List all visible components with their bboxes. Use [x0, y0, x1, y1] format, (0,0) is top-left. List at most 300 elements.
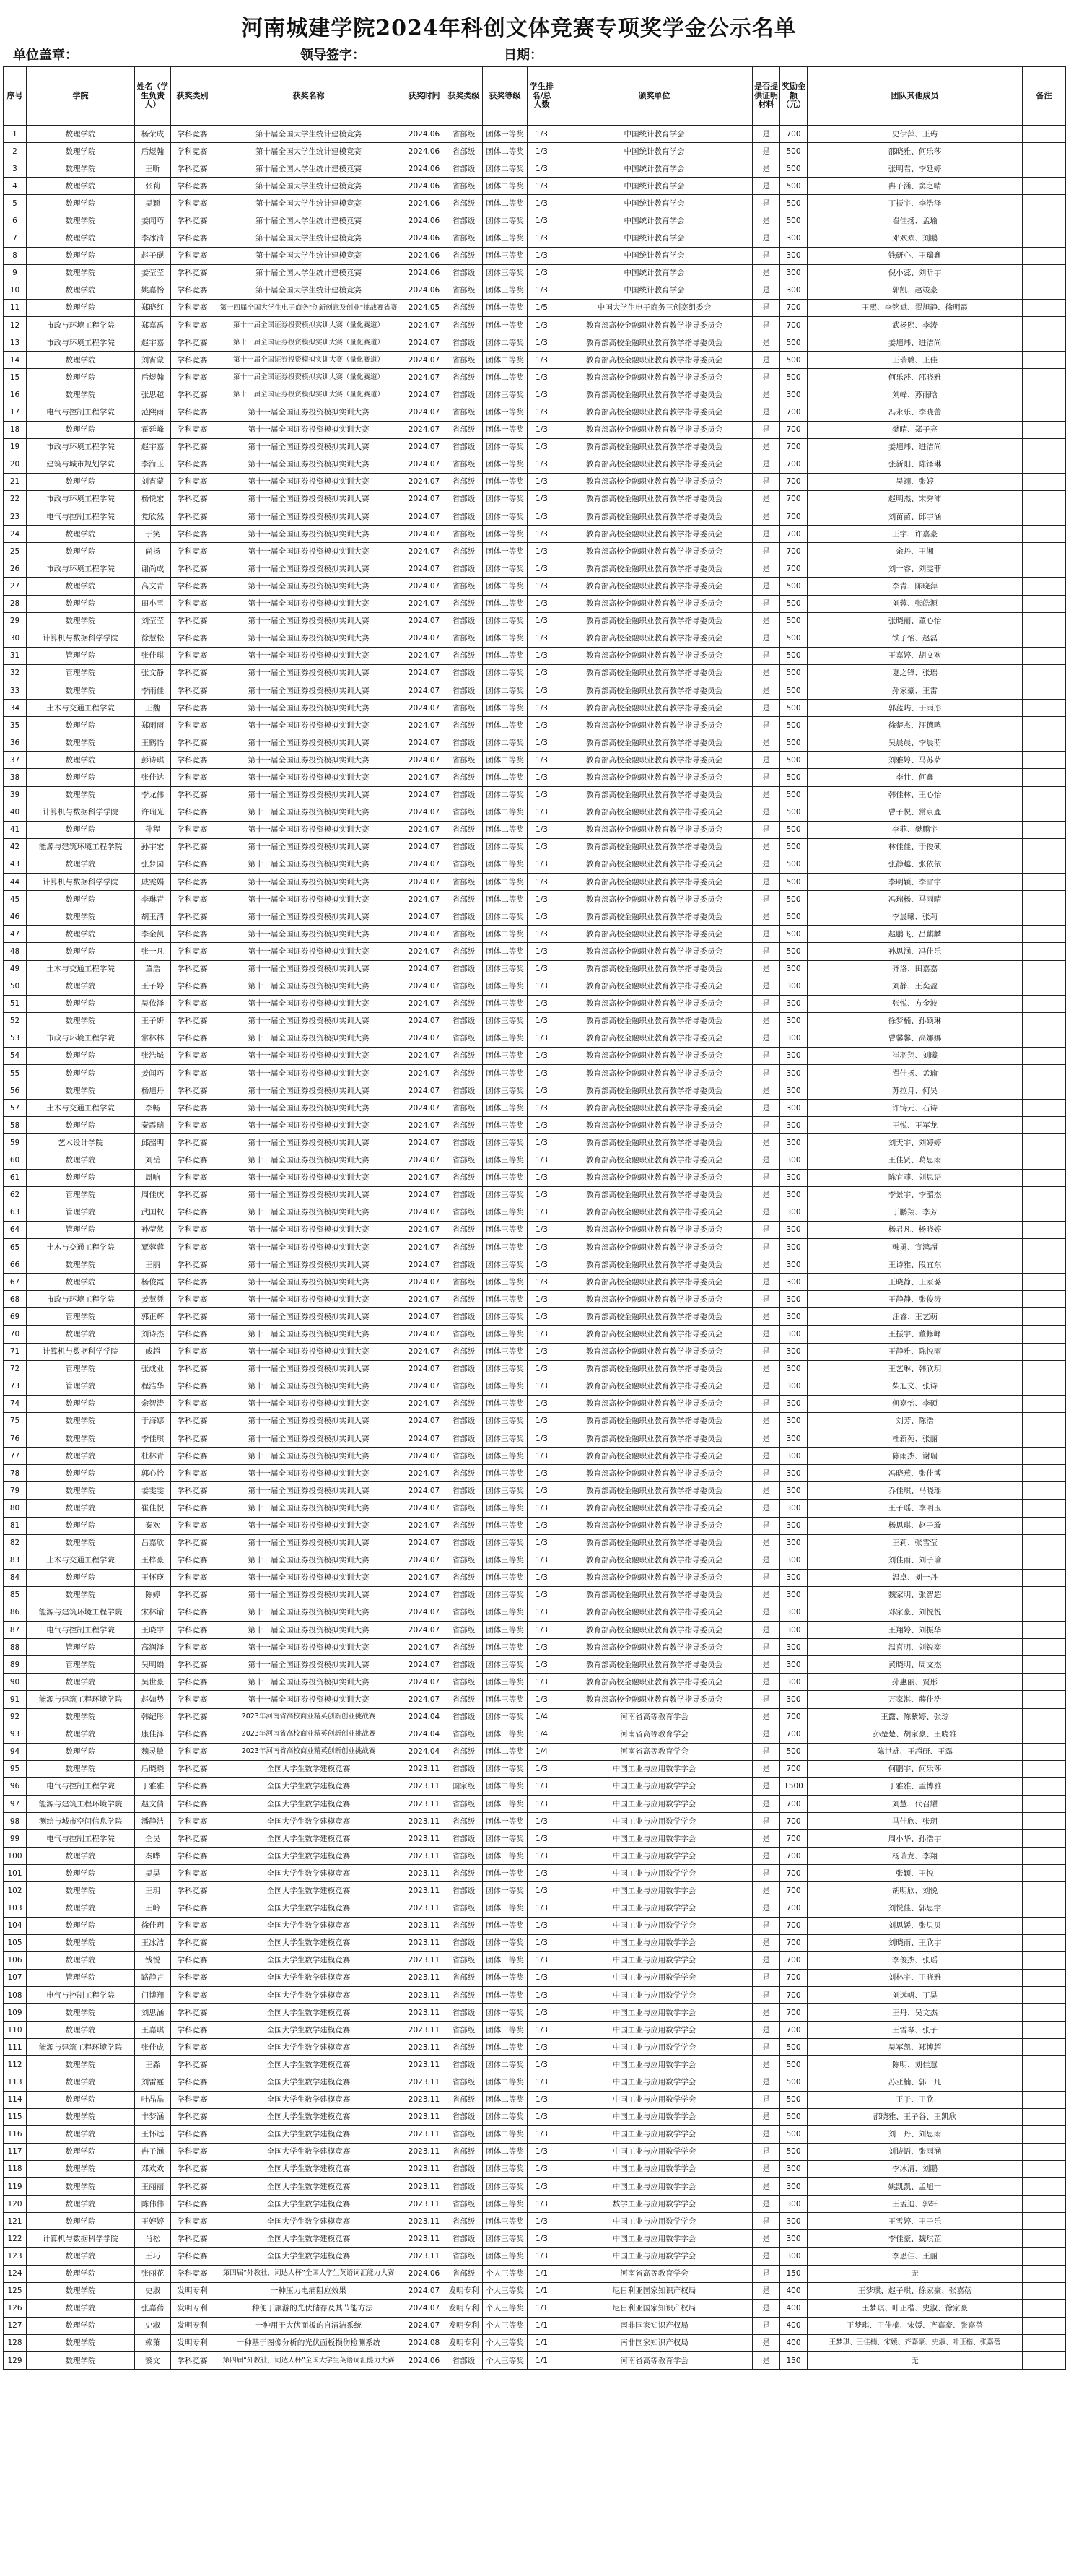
- cell-rank: 1/3: [528, 1030, 556, 1047]
- cell-remarks: [1023, 2213, 1066, 2230]
- cell-issuer: 教育部高校金融职业教育教学指导委员会: [556, 1291, 753, 1308]
- table-row: [4, 595, 1066, 612]
- cell-rank: 1/3: [528, 1343, 556, 1360]
- cell-award-level: 省部级: [445, 560, 483, 578]
- cell-issuer: 教育部高校金融职业教育教学指导委员会: [556, 1465, 753, 1482]
- cell-award-date: 2024.07: [403, 891, 445, 908]
- cell-award-name: 全国大学生数学建模竞赛: [214, 1760, 403, 1777]
- cell-issuer: 中国工业与应用数学学会: [556, 2248, 753, 2265]
- cell-remarks: [1023, 1378, 1066, 1395]
- cell-proof-provided: 是: [753, 1534, 780, 1552]
- cell-award-category: 发明专利: [171, 2317, 214, 2334]
- cell-award-name: 全国大学生数学建模竞赛: [214, 1917, 403, 1934]
- cell-award-grade: 团体三等奖: [483, 1274, 528, 1291]
- cell-proof-provided: 是: [753, 1951, 780, 1969]
- cell-award-name: 第十届全国大学生统计建模竞赛: [214, 282, 403, 299]
- cell-index: 14: [4, 352, 27, 369]
- cell-index: 35: [4, 717, 27, 734]
- cell-proof-provided: 是: [753, 2230, 780, 2248]
- cell-team-members: 王诗雅、段宜东: [808, 1256, 1023, 1274]
- cell-award-name: 一种用于大伏面板的自清洁系统: [214, 2317, 403, 2334]
- cell-index: 87: [4, 1622, 27, 1639]
- cell-award-level: 省部级: [445, 2004, 483, 2022]
- table-row: [4, 2282, 1066, 2299]
- cell-index: 123: [4, 2248, 27, 2265]
- cell-award-date: 2024.07: [403, 421, 445, 438]
- cell-award-grade: 团体三等奖: [483, 1117, 528, 1134]
- cell-proof-provided: 是: [753, 1500, 780, 1517]
- cell-award-name: 第十一届全国证券投资模拟实训大赛: [214, 717, 403, 734]
- cell-award-grade: 团体一等奖: [483, 1951, 528, 1969]
- cell-team-members: 刘天宇、刘婷婷: [808, 1134, 1023, 1152]
- cell-award-date: 2024.07: [403, 838, 445, 856]
- cell-rank: 1/1: [528, 2299, 556, 2317]
- cell-award-level: 省部级: [445, 1708, 483, 1726]
- cell-award-date: 2024.07: [403, 1082, 445, 1100]
- table-row: [4, 543, 1066, 560]
- cell-team-members: 周小华、孙浩宇: [808, 1830, 1023, 1848]
- table-row: [4, 317, 1066, 334]
- cell-amount: 700: [780, 473, 808, 490]
- cell-issuer: 中国工业与应用数学学会: [556, 2213, 753, 2230]
- cell-award-category: 学科竞赛: [171, 2108, 214, 2125]
- cell-award-level: 省部级: [445, 404, 483, 421]
- cell-proof-provided: 是: [753, 1691, 780, 1708]
- cell-award-grade: 团体三等奖: [483, 1482, 528, 1500]
- cell-student-name: 王子妍: [135, 1012, 171, 1030]
- cell-amount: 500: [780, 943, 808, 960]
- cell-remarks: [1023, 1865, 1066, 1882]
- cell-award-category: 学科竞赛: [171, 2056, 214, 2074]
- cell-proof-provided: 是: [753, 2056, 780, 2074]
- cell-award-category: 学科竞赛: [171, 1796, 214, 1813]
- cell-amount: 500: [780, 717, 808, 734]
- table-body: [4, 126, 1066, 2370]
- cell-award-name: 第十一届全国证券投资模拟实训大赛: [214, 1412, 403, 1430]
- cell-index: 125: [4, 2282, 27, 2299]
- cell-award-grade: 团体三等奖: [483, 1152, 528, 1169]
- cell-award-level: 省部级: [445, 421, 483, 438]
- cell-award-category: 学科竞赛: [171, 1482, 214, 1500]
- cell-award-date: 2024.07: [403, 1378, 445, 1395]
- cell-remarks: [1023, 404, 1066, 421]
- cell-college: 计算机与数据科学学院: [27, 874, 135, 891]
- cell-award-level: 省部级: [445, 1448, 483, 1465]
- cell-remarks: [1023, 2265, 1066, 2282]
- cell-award-grade: 团体三等奖: [483, 1378, 528, 1395]
- cell-remarks: [1023, 178, 1066, 195]
- cell-award-category: 学科竞赛: [171, 1204, 214, 1221]
- cell-college: 数理学院: [27, 2352, 135, 2370]
- cell-proof-provided: 是: [753, 578, 780, 595]
- cell-award-category: 学科竞赛: [171, 352, 214, 369]
- cell-issuer: 教育部高校金融职业教育教学指导委员会: [556, 1343, 753, 1360]
- table-row: [4, 2022, 1066, 2039]
- cell-team-members: 刘蓉、张皓源: [808, 595, 1023, 612]
- cell-college: 数理学院: [27, 473, 135, 490]
- cell-college: 数理学院: [27, 1534, 135, 1552]
- cell-rank: 1/3: [528, 1917, 556, 1934]
- cell-proof-provided: 是: [753, 700, 780, 717]
- cell-college: 数理学院: [27, 2317, 135, 2334]
- cell-rank: 1/3: [528, 2074, 556, 2091]
- cell-award-name: 第十一届全国证券投资模拟实训大赛: [214, 1082, 403, 1100]
- cell-proof-provided: 是: [753, 2196, 780, 2213]
- cell-student-name: 郑晓红: [135, 299, 171, 316]
- cell-award-category: 学科竞赛: [171, 595, 214, 612]
- cell-rank: 1/3: [528, 2125, 556, 2143]
- cell-remarks: [1023, 317, 1066, 334]
- cell-award-name: 第十届全国大学生统计建模竞赛: [214, 160, 403, 178]
- cell-amount: 700: [780, 438, 808, 456]
- cell-college: 数理学院: [27, 734, 135, 752]
- cell-award-category: 学科竞赛: [171, 908, 214, 926]
- cell-award-date: 2024.07: [403, 1412, 445, 1430]
- cell-index: 99: [4, 1830, 27, 1848]
- cell-award-name: 第十一届全国证券投资模拟实训大赛: [214, 1552, 403, 1569]
- cell-index: 20: [4, 456, 27, 473]
- cell-rank: 1/3: [528, 1500, 556, 1517]
- cell-award-name: 第十一届全国证券投资模拟实训大赛: [214, 1622, 403, 1639]
- cell-remarks: [1023, 2108, 1066, 2125]
- cell-amount: 700: [780, 1848, 808, 1865]
- table-row: [4, 1760, 1066, 1777]
- cell-college: 数理学院: [27, 595, 135, 612]
- cell-proof-provided: 是: [753, 299, 780, 316]
- cell-remarks: [1023, 1117, 1066, 1134]
- cell-award-level: 省部级: [445, 1639, 483, 1656]
- cell-college: 电气与控制工程学院: [27, 404, 135, 421]
- cell-award-category: 学科竞赛: [171, 1134, 214, 1152]
- cell-student-name: 李金凯: [135, 926, 171, 943]
- cell-award-level: 省部级: [445, 1030, 483, 1047]
- cell-award-category: 学科竞赛: [171, 943, 214, 960]
- cell-team-members: 邵晓雅、王子谷、王凯欣: [808, 2108, 1023, 2125]
- cell-award-date: 2024.07: [403, 560, 445, 578]
- cell-award-date: 2023.11: [403, 2125, 445, 2143]
- cell-student-name: 杨旭丹: [135, 1082, 171, 1100]
- cell-proof-provided: 是: [753, 1830, 780, 1848]
- cell-award-level: 省部级: [445, 960, 483, 978]
- cell-award-category: 学科竞赛: [171, 734, 214, 752]
- cell-award-date: 2024.07: [403, 1030, 445, 1047]
- cell-amount: 700: [780, 1969, 808, 1986]
- cell-index: 118: [4, 2160, 27, 2177]
- cell-team-members: 刘悦佳、郭思宇: [808, 1900, 1023, 1917]
- cell-award-grade: 团体三等奖: [483, 1343, 528, 1360]
- cell-award-category: 发明专利: [171, 2282, 214, 2299]
- cell-award-grade: 团体二等奖: [483, 786, 528, 804]
- cell-award-category: 学科竞赛: [171, 1604, 214, 1621]
- cell-proof-provided: 是: [753, 317, 780, 334]
- cell-index: 122: [4, 2230, 27, 2248]
- cell-proof-provided: 是: [753, 1030, 780, 1047]
- cell-student-name: 潘静洁: [135, 1813, 171, 1830]
- cell-award-level: 省部级: [445, 1012, 483, 1030]
- cell-amount: 300: [780, 2196, 808, 2213]
- cell-team-members: 王熙、李铭斌、翟旭静、徐明霞: [808, 299, 1023, 316]
- cell-issuer: 中国工业与应用数学学会: [556, 2056, 753, 2074]
- cell-student-name: 戚超: [135, 1343, 171, 1360]
- cell-award-name: 第四届“外教社，词达人杯”全国大学生英语词汇能力大赛: [214, 2265, 403, 2282]
- cell-college: 能源与建筑工程环境学院: [27, 1796, 135, 1813]
- cell-college: 数理学院: [27, 2022, 135, 2039]
- cell-award-grade: 团体二等奖: [483, 2056, 528, 2074]
- table-row: [4, 943, 1066, 960]
- table-row: [4, 369, 1066, 386]
- cell-award-category: 学科竞赛: [171, 1395, 214, 1412]
- cell-college: 数理学院: [27, 1448, 135, 1465]
- cell-index: 1: [4, 126, 27, 143]
- cell-college: 数理学院: [27, 995, 135, 1012]
- cell-award-name: 第十一届全国证券投资模拟实训大赛: [214, 1691, 403, 1708]
- cell-amount: 500: [780, 821, 808, 838]
- cell-remarks: [1023, 1691, 1066, 1708]
- cell-award-level: 省部级: [445, 1465, 483, 1482]
- cell-proof-provided: 是: [753, 1777, 780, 1795]
- cell-award-name: 第十一届全国证券投资模拟实训大赛（量化赛道）: [214, 317, 403, 334]
- cell-amount: 300: [780, 2160, 808, 2177]
- table-row: [4, 1152, 1066, 1169]
- cell-award-name: 第十一届全国证券投资模拟实训大赛: [214, 595, 403, 612]
- cell-rank: 1/3: [528, 195, 556, 212]
- cell-award-grade: 团体三等奖: [483, 2230, 528, 2248]
- cell-award-name: 第十一届全国证券投资模拟实训大赛: [214, 543, 403, 560]
- cell-award-grade: 团体一等奖: [483, 1813, 528, 1830]
- cell-award-name: 全国大学生数学建模竞赛: [214, 1813, 403, 1830]
- table-row: [4, 1326, 1066, 1343]
- cell-award-name: 2023年河南省高校商业精英创新创业挑战赛: [214, 1708, 403, 1726]
- cell-award-category: 发明专利: [171, 2334, 214, 2351]
- cell-remarks: [1023, 1569, 1066, 1586]
- cell-issuer: 中国统计教育学会: [556, 195, 753, 212]
- cell-team-members: 李佳豪、魏琪芷: [808, 2230, 1023, 2248]
- cell-index: 32: [4, 664, 27, 682]
- cell-college: 数理学院: [27, 178, 135, 195]
- cell-team-members: 李俊杰、张瑶: [808, 1951, 1023, 1969]
- cell-student-name: 吴世豪: [135, 1674, 171, 1691]
- cell-rank: 1/3: [528, 334, 556, 352]
- cell-amount: 300: [780, 1221, 808, 1238]
- table-row: [4, 821, 1066, 838]
- cell-award-name: 全国大学生数学建模竞赛: [214, 1777, 403, 1795]
- cell-remarks: [1023, 126, 1066, 143]
- cell-college: 数理学院: [27, 1569, 135, 1586]
- cell-proof-provided: 是: [753, 612, 780, 630]
- cell-rank: 1/1: [528, 2334, 556, 2351]
- cell-award-date: 2024.07: [403, 978, 445, 995]
- cell-proof-provided: 是: [753, 821, 780, 838]
- cell-student-name: 于海娜: [135, 1412, 171, 1430]
- cell-issuer: 教育部高校金融职业教育教学指导委员会: [556, 1186, 753, 1204]
- cell-award-level: 省部级: [445, 734, 483, 752]
- cell-amount: 300: [780, 1430, 808, 1448]
- cell-team-members: 刘静、王奕盈: [808, 978, 1023, 995]
- cell-student-name: 郑雨雨: [135, 717, 171, 734]
- cell-issuer: 中国工业与应用数学学会: [556, 1848, 753, 1865]
- cell-rank: 1/3: [528, 1308, 556, 1326]
- cell-index: 69: [4, 1308, 27, 1326]
- cell-award-level: 省部级: [445, 334, 483, 352]
- cell-team-members: 王露、陈紫婷、张琼: [808, 1708, 1023, 1726]
- cell-award-category: 学科竞赛: [171, 160, 214, 178]
- cell-amount: 150: [780, 2265, 808, 2282]
- cell-award-category: 学科竞赛: [171, 2178, 214, 2196]
- cell-award-level: 省部级: [445, 456, 483, 473]
- cell-college: 电气与控制工程学院: [27, 508, 135, 526]
- header-cell: 序号: [4, 67, 27, 126]
- table-row: [4, 2074, 1066, 2091]
- cell-award-date: 2024.08: [403, 2334, 445, 2351]
- cell-proof-provided: 是: [753, 404, 780, 421]
- cell-rank: 1/3: [528, 838, 556, 856]
- cell-award-date: 2024.07: [403, 526, 445, 543]
- cell-remarks: [1023, 1221, 1066, 1238]
- cell-award-grade: 团体二等奖: [483, 2125, 528, 2143]
- cell-index: 79: [4, 1482, 27, 1500]
- cell-amount: 500: [780, 612, 808, 630]
- table-row: [4, 1343, 1066, 1360]
- cell-index: 12: [4, 317, 27, 334]
- cell-award-level: 省部级: [445, 160, 483, 178]
- cell-issuer: 教育部高校金融职业教育教学指导委员会: [556, 717, 753, 734]
- cell-college: 能源与建筑工程环境学院: [27, 1691, 135, 1708]
- cell-award-category: 学科竞赛: [171, 473, 214, 490]
- cell-amount: 500: [780, 786, 808, 804]
- table-row: [4, 1012, 1066, 1030]
- cell-remarks: [1023, 560, 1066, 578]
- cell-award-level: 省部级: [445, 1796, 483, 1813]
- cell-award-date: 2023.11: [403, 2160, 445, 2177]
- table-row: [4, 908, 1066, 926]
- cell-college: 数理学院: [27, 2334, 135, 2351]
- cell-award-name: 全国大学生数学建模竞赛: [214, 2091, 403, 2108]
- cell-amount: 700: [780, 508, 808, 526]
- cell-team-members: 冉子涵、窦之晴: [808, 178, 1023, 195]
- cell-award-name: 第十一届全国证券投资模拟实训大赛: [214, 612, 403, 630]
- cell-remarks: [1023, 1987, 1066, 2004]
- cell-award-name: 全国大学生数学建模竞赛: [214, 1969, 403, 1986]
- cell-award-category: 学科竞赛: [171, 1639, 214, 1656]
- cell-team-members: 苏亚楠、郭一凡: [808, 2074, 1023, 2091]
- cell-award-category: 学科竞赛: [171, 1517, 214, 1534]
- cell-award-category: 学科竞赛: [171, 1100, 214, 1117]
- cell-award-level: 省部级: [445, 1813, 483, 1830]
- cell-proof-provided: 是: [753, 960, 780, 978]
- cell-student-name: 刘诗杰: [135, 1326, 171, 1343]
- cell-award-grade: 团体三等奖: [483, 1500, 528, 1517]
- cell-award-level: 省部级: [445, 856, 483, 873]
- cell-award-level: 省部级: [445, 1274, 483, 1291]
- cell-amount: 300: [780, 1604, 808, 1621]
- cell-college: 市政与环境工程学院: [27, 490, 135, 508]
- cell-student-name: 高润泽: [135, 1639, 171, 1656]
- cell-issuer: 教育部高校金融职业教育教学指导委员会: [556, 1552, 753, 1569]
- cell-award-date: 2024.07: [403, 1117, 445, 1134]
- cell-remarks: [1023, 682, 1066, 700]
- cell-index: 25: [4, 543, 27, 560]
- cell-student-name: 覃蓉蓉: [135, 1239, 171, 1256]
- cell-college: 数理学院: [27, 1951, 135, 1969]
- table-row: [4, 1796, 1066, 1813]
- cell-student-name: 陈伟伟: [135, 2196, 171, 2213]
- cell-college: 数理学院: [27, 1169, 135, 1186]
- cell-remarks: [1023, 2160, 1066, 2177]
- cell-award-grade: 团体一等奖: [483, 404, 528, 421]
- table-row: [4, 1395, 1066, 1412]
- cell-student-name: 杨荣成: [135, 126, 171, 143]
- cell-award-date: 2024.07: [403, 2317, 445, 2334]
- cell-team-members: 王静静、张俊涛: [808, 1291, 1023, 1308]
- cell-issuer: 教育部高校金融职业教育教学指导委员会: [556, 943, 753, 960]
- cell-team-members: 丁雅雅、孟博雅: [808, 1777, 1023, 1795]
- cell-proof-provided: 是: [753, 560, 780, 578]
- cell-college: 数理学院: [27, 2091, 135, 2108]
- cell-index: 7: [4, 230, 27, 247]
- page-title: 河南城建学院2024年科创文体竞赛专项奖学金公示名单: [241, 16, 797, 41]
- cell-award-grade: 团体一等奖: [483, 126, 528, 143]
- cell-student-name: 赵子砚: [135, 247, 171, 264]
- cell-award-level: 省部级: [445, 1534, 483, 1552]
- cell-team-members: 张明君、李延婷: [808, 160, 1023, 178]
- cell-team-members: 冯瑞杨、马雨晴: [808, 891, 1023, 908]
- cell-award-name: 全国大学生数学建模竞赛: [214, 1900, 403, 1917]
- cell-proof-provided: 是: [753, 1430, 780, 1448]
- cell-index: 105: [4, 1934, 27, 1951]
- cell-amount: 500: [780, 578, 808, 595]
- cell-proof-provided: 是: [753, 2299, 780, 2317]
- cell-team-members: 冯晓燕、张佳博: [808, 1465, 1023, 1482]
- cell-award-level: 省部级: [445, 126, 483, 143]
- cell-student-name: 孙程: [135, 821, 171, 838]
- cell-proof-provided: 是: [753, 1256, 780, 1274]
- cell-remarks: [1023, 1448, 1066, 1465]
- header-cell: 奖励金额（元）: [780, 67, 808, 126]
- cell-rank: 1/3: [528, 1586, 556, 1604]
- cell-award-level: 省部级: [445, 1656, 483, 1674]
- cell-index: 42: [4, 838, 27, 856]
- cell-award-level: 省部级: [445, 1987, 483, 2004]
- cell-amount: 500: [780, 664, 808, 682]
- cell-college: 管理学院: [27, 1186, 135, 1204]
- cell-rank: 1/3: [528, 700, 556, 717]
- cell-team-members: 刘苗苗、邱宇涵: [808, 508, 1023, 526]
- cell-award-level: 省部级: [445, 1691, 483, 1708]
- cell-issuer: 教育部高校金融职业教育教学指导委员会: [556, 473, 753, 490]
- cell-proof-provided: 是: [753, 1378, 780, 1395]
- cell-award-level: 省部级: [445, 1586, 483, 1604]
- cell-award-level: 省部级: [445, 2352, 483, 2370]
- cell-rank: 1/3: [528, 1395, 556, 1412]
- cell-proof-provided: 是: [753, 804, 780, 821]
- cell-student-name: 张嘉蓓: [135, 2299, 171, 2317]
- cell-college: 电气与控制工程学院: [27, 1830, 135, 1848]
- table-row: [4, 456, 1066, 473]
- table-row: [4, 926, 1066, 943]
- cell-award-grade: 个人三等奖: [483, 2282, 528, 2299]
- cell-issuer: 教育部高校金融职业教育教学指导委员会: [556, 1412, 753, 1430]
- cell-rank: 1/3: [528, 282, 556, 299]
- cell-award-level: 省部级: [445, 473, 483, 490]
- cell-issuer: 教育部高校金融职业教育教学指导委员会: [556, 838, 753, 856]
- cell-rank: 1/3: [528, 1848, 556, 1865]
- cell-college: 电气与控制工程学院: [27, 1777, 135, 1795]
- cell-award-grade: 团体三等奖: [483, 1569, 528, 1586]
- cell-award-date: 2024.07: [403, 1291, 445, 1308]
- cell-index: 13: [4, 334, 27, 352]
- cell-award-grade: 团体三等奖: [483, 2160, 528, 2177]
- cell-issuer: 教育部高校金融职业教育教学指导委员会: [556, 1065, 753, 1082]
